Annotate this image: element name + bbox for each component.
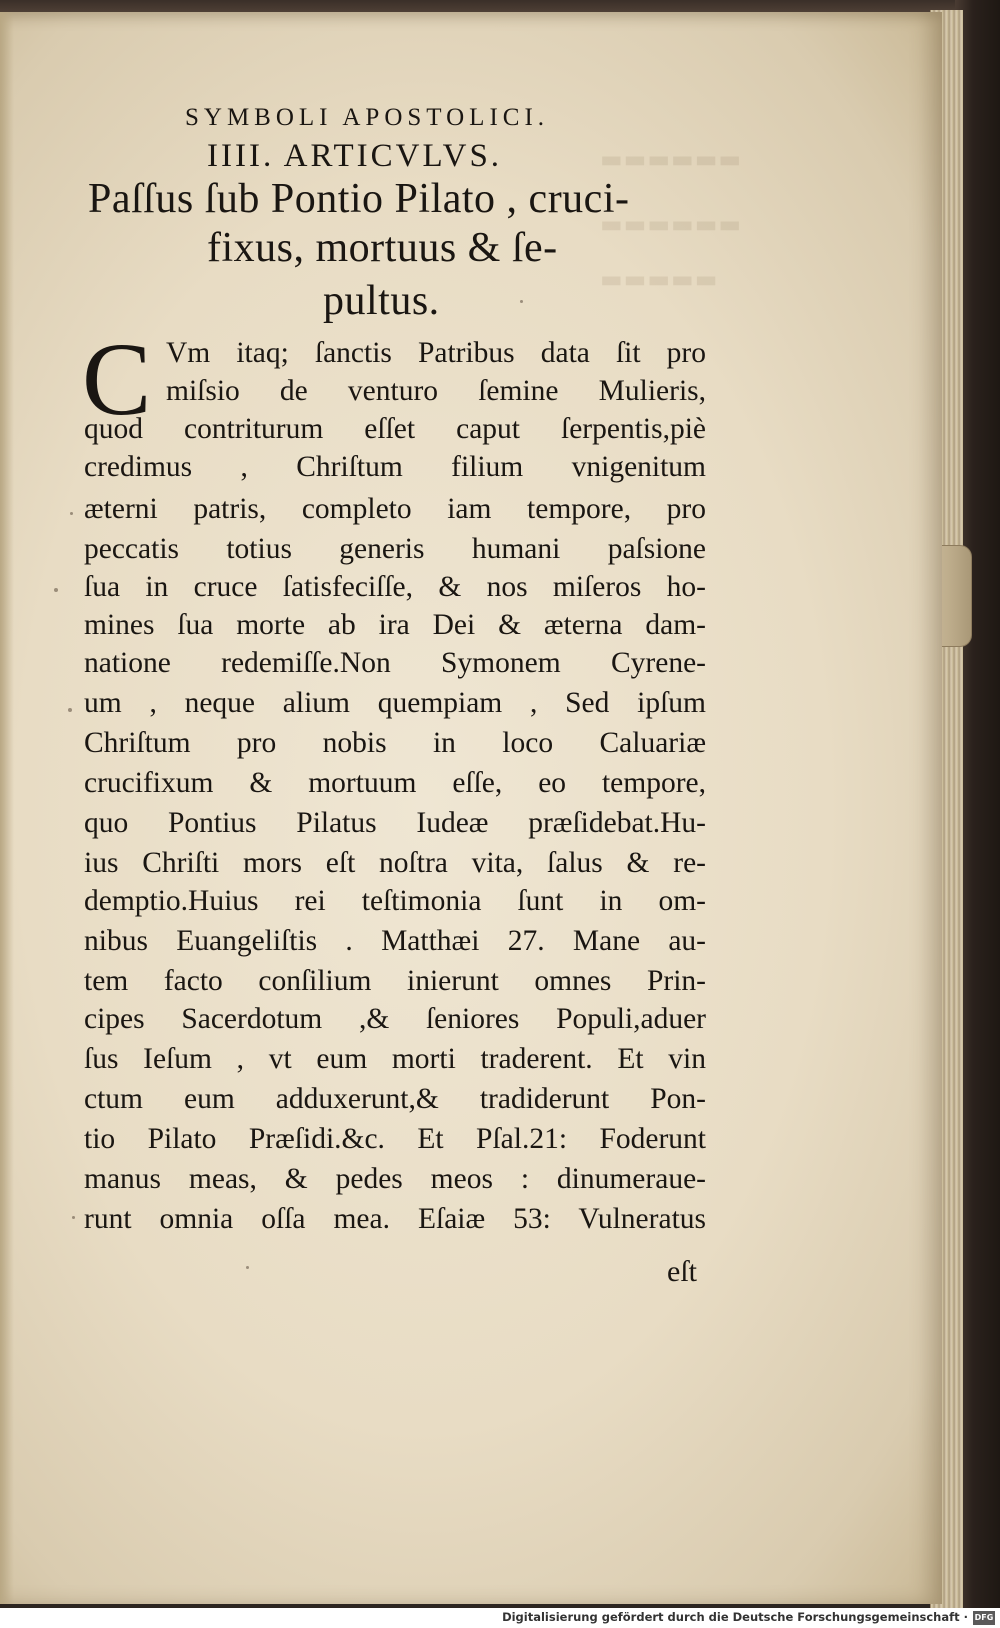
body-line: mines ſua morte ab ira Dei & æterna dam- xyxy=(84,609,706,641)
show-through-mark: ▬▬▬▬▬▬ xyxy=(600,145,743,173)
article-number: IIII. ARTICVLVS. xyxy=(207,138,503,174)
heading-line-1: Paſſus ſub Pontio Pilato , cruci- xyxy=(88,176,630,222)
body-line: demptio.Huius rei teſtimonia ſunt in om- xyxy=(84,885,706,917)
body-line: ſua in cruce ſatisfeciſſe, & nos miſeros ho- xyxy=(84,571,706,603)
catchword: eſt xyxy=(667,1255,697,1288)
body-line: crucifixum & mortuum eſſe, eo tempore, xyxy=(84,767,706,799)
paper-speck xyxy=(72,1216,75,1219)
paper-speck xyxy=(520,300,523,303)
body-line: natione redemiſſe.Non Symonem Cyrene- xyxy=(84,647,706,679)
paper-speck xyxy=(70,512,73,515)
body-line: credimus , Chriſtum filium vnigenitum xyxy=(84,451,706,483)
body-line: runt omnia oſſa mea. Eſaiæ 53: Vulneratus xyxy=(84,1203,706,1235)
body-line: manus meas, & pedes meos : dinumeraue- xyxy=(84,1163,706,1195)
dfg-logo: DFG xyxy=(973,1611,995,1625)
body-line: quo Pontius Pilatus Iudeæ præſidebat.Hu- xyxy=(84,807,706,839)
show-through-mark: ▬▬▬▬▬ xyxy=(600,265,719,293)
page-gutter-shadow xyxy=(0,12,14,1604)
body-line: ius Chriſti mors eſt noſtra vita, ſalus & re- xyxy=(84,847,706,879)
body-line: quod contriturum eſſet caput ſerpentis,piè xyxy=(84,413,706,445)
body-line: æterni patris, completo iam tempore, pro xyxy=(84,493,706,525)
body-line: tio Pilato Præſidi.&c. Et Pſal.21: Foderunt xyxy=(84,1123,706,1155)
paper-speck xyxy=(246,1266,249,1269)
heading-line-2: fixus, mortuus & ſe- xyxy=(207,225,558,271)
body-line: ctum eum adduxerunt,& tradiderunt Pon- xyxy=(84,1083,706,1115)
body-line: miſsio de venturo ſemine Mulieris, xyxy=(166,375,706,407)
body-line: Vm itaq; ſanctis Patribus data ſit pro xyxy=(166,337,706,369)
show-through-mark: ▬▬▬▬▬▬ xyxy=(600,210,743,238)
body-line: um , neque alium quempiam , Sed ipſum xyxy=(84,687,706,719)
body-line: ſus Ieſum , vt eum morti traderent. Et vin xyxy=(84,1043,706,1075)
heading-line-3: pultus. xyxy=(323,278,440,324)
body-line: cipes Sacerdotum ,& ſeniores Populi,aduer xyxy=(84,1003,706,1035)
running-head: SYMBOLI APOSTOLICI. xyxy=(185,104,550,131)
paper-speck xyxy=(68,708,72,712)
body-line: Chriſtum pro nobis in loco Caluariæ xyxy=(84,727,706,759)
drop-cap: C xyxy=(82,322,152,437)
digitization-credit: Digitalisierung gefördert durch die Deutsche Forschungsgemeinschaft · xyxy=(502,1610,968,1624)
paper-speck xyxy=(54,588,58,592)
body-line: tem facto conſilium inierunt omnes Prin- xyxy=(84,965,706,997)
body-line: peccatis totius generis humani paſsione xyxy=(84,533,706,565)
body-line: nibus Euangeliſtis . Matthæi 27. Mane au- xyxy=(84,925,706,957)
